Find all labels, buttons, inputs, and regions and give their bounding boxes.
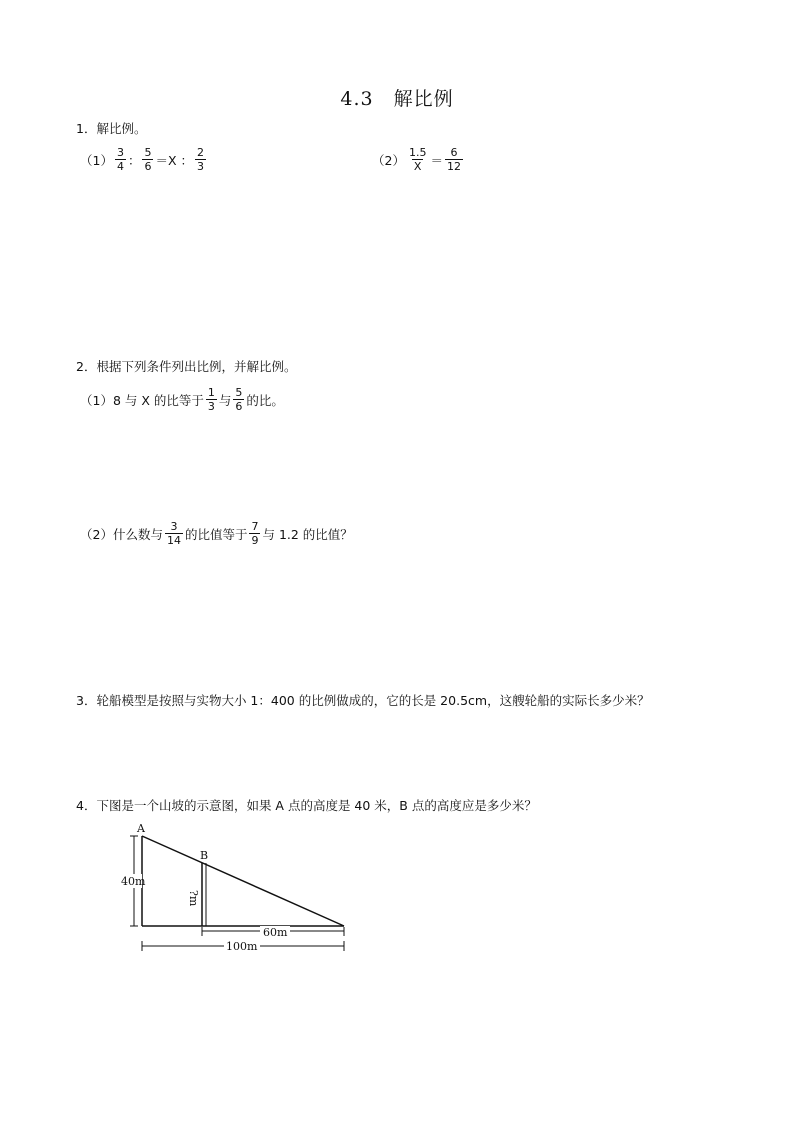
fraction bbox=[165, 520, 183, 547]
part-text: （1）8 与 X 的比等于 bbox=[80, 392, 204, 408]
question-2-part-1 bbox=[80, 386, 284, 413]
page-title: 4.3 解比例 bbox=[340, 88, 454, 110]
fraction bbox=[445, 146, 463, 173]
part-text: 与 1.2 的比值？ bbox=[262, 526, 353, 542]
numerator: 7 bbox=[251, 520, 259, 533]
fraction bbox=[249, 520, 260, 547]
part-text: 与 bbox=[218, 392, 232, 408]
denominator: 9 bbox=[251, 534, 259, 547]
fraction bbox=[142, 146, 153, 173]
question-1-part-1 bbox=[80, 146, 208, 173]
point-a-label: A bbox=[137, 822, 145, 835]
numerator: 3 bbox=[116, 146, 124, 159]
numerator: 2 bbox=[197, 146, 205, 159]
fraction bbox=[233, 386, 244, 413]
part-text: （2）什么数与 bbox=[80, 526, 163, 542]
denominator: 6 bbox=[235, 400, 243, 413]
question-1-part-2 bbox=[372, 146, 465, 173]
fraction bbox=[206, 386, 217, 413]
denominator: 14 bbox=[166, 534, 181, 547]
part-text: 的比。 bbox=[246, 392, 284, 408]
b-height-label: ?m bbox=[187, 890, 200, 907]
slope-diagram bbox=[120, 818, 360, 958]
denominator: 3 bbox=[197, 160, 205, 173]
question-1-heading: 1．解比例。 bbox=[76, 121, 147, 136]
numerator: 5 bbox=[144, 146, 152, 159]
equals-sign: ＝ bbox=[430, 152, 443, 168]
question-4: 4．下图是一个山坡的示意图，如果 A 点的高度是 40 米，B 点的高度应是多少米？ bbox=[76, 798, 537, 813]
equation-middle: ＝X ： bbox=[155, 152, 194, 168]
100m-label: 100m bbox=[226, 940, 258, 953]
part-text: 的比值等于 bbox=[184, 526, 248, 542]
numerator: 5 bbox=[235, 386, 243, 399]
60m-label: 60m bbox=[263, 926, 288, 939]
denominator: 12 bbox=[446, 160, 461, 173]
question-2-heading: 2．根据下列条件列出比例，并解比例。 bbox=[76, 359, 297, 374]
fraction bbox=[407, 146, 429, 173]
denominator: 4 bbox=[116, 160, 124, 173]
question-2-part-2 bbox=[80, 520, 353, 547]
slope-line bbox=[142, 836, 344, 926]
ratio-sign: ： bbox=[127, 152, 141, 168]
denominator: X bbox=[413, 160, 422, 173]
numerator: 6 bbox=[450, 146, 458, 159]
numerator: 1 bbox=[207, 386, 215, 399]
a-height-label: 40m bbox=[121, 875, 146, 888]
part-label: （2） bbox=[372, 152, 405, 168]
part-label: （1） bbox=[80, 152, 113, 168]
numerator: 3 bbox=[170, 520, 178, 533]
denominator: 6 bbox=[144, 160, 152, 173]
numerator: 1.5 bbox=[408, 146, 427, 159]
point-b-label: B bbox=[200, 849, 209, 862]
question-3: 3．轮船模型是按照与实物大小 1：400 的比例做成的，它的长是 20.5cm，这艘轮船的实际长多少米？ bbox=[76, 693, 650, 708]
fraction bbox=[195, 146, 206, 173]
fraction bbox=[115, 146, 126, 173]
denominator: 3 bbox=[207, 400, 215, 413]
